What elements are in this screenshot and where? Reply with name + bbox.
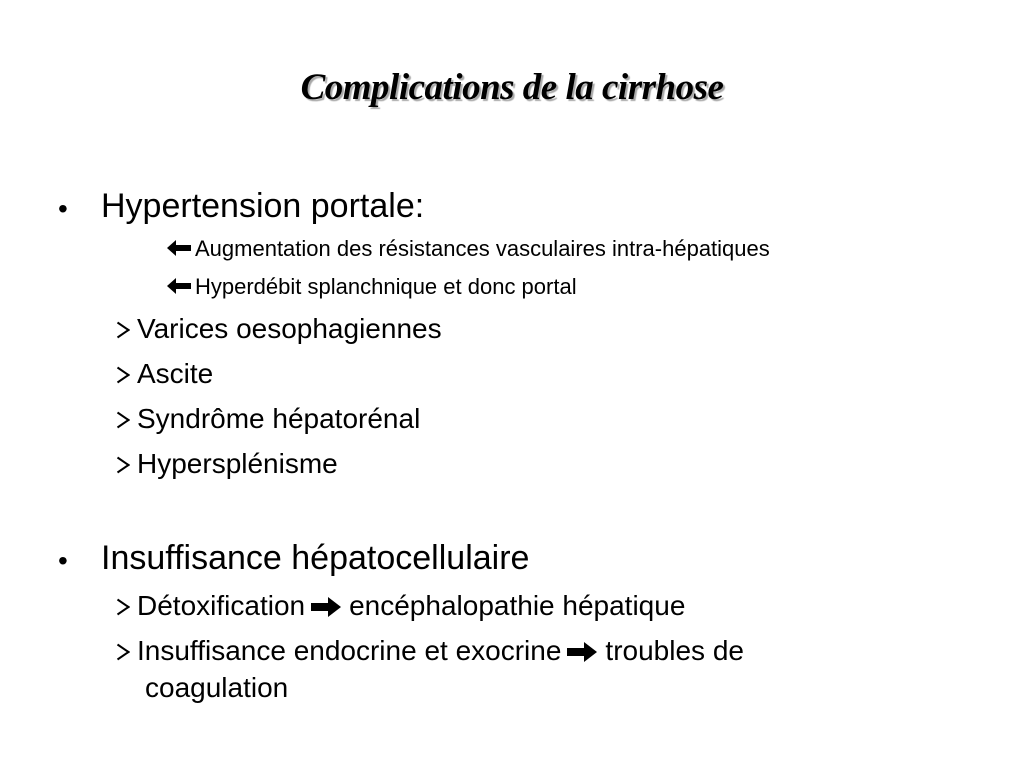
section-heading-hypertension: Hypertension portale: [101,187,425,225]
arrow-right-icon [567,642,597,662]
list-item [116,405,420,433]
list-item-label: Insuffisance endocrine et exocrine [137,635,562,666]
section-heading-insuffisance: Insuffisance hépatocellulaire [101,539,530,577]
list-item-label: Hypersplénisme [137,448,338,479]
arrow-right-icon [311,597,341,617]
list-item-label: Ascite [137,358,214,389]
arrow-left-icon [167,240,191,256]
chevron-right-icon [116,643,130,661]
list-item [116,637,744,665]
cause-text: Augmentation des résistances vasculaires intra-hépatiques [195,236,770,261]
list-item-label: Varices oesophagiennes [137,313,442,344]
chevron-right-icon [116,411,130,429]
chevron-right-icon [116,321,130,339]
list-item-consequence: troubles de [605,635,744,666]
list-item-label: Détoxification [137,590,306,621]
cause-text: Hyperdébit splanchnique et donc portal [195,274,577,299]
bullet-dot-icon: • [58,193,68,224]
list-item [116,315,442,343]
list-item [116,360,213,388]
arrow-left-icon [167,278,191,294]
chevron-right-icon [116,598,130,616]
chevron-right-icon [116,366,130,384]
cause-item [167,238,770,260]
list-item [116,450,338,478]
list-item [116,592,685,620]
bullet-dot-icon: • [58,545,68,576]
list-item-label: Syndrôme hépatorénal [137,403,421,434]
list-item-consequence: encéphalopathie hépatique [349,590,686,621]
cause-item [167,276,577,298]
chevron-right-icon [116,456,130,474]
slide-title: Complications de la cirrhose [300,67,724,108]
list-item-continuation: coagulation [145,672,289,703]
